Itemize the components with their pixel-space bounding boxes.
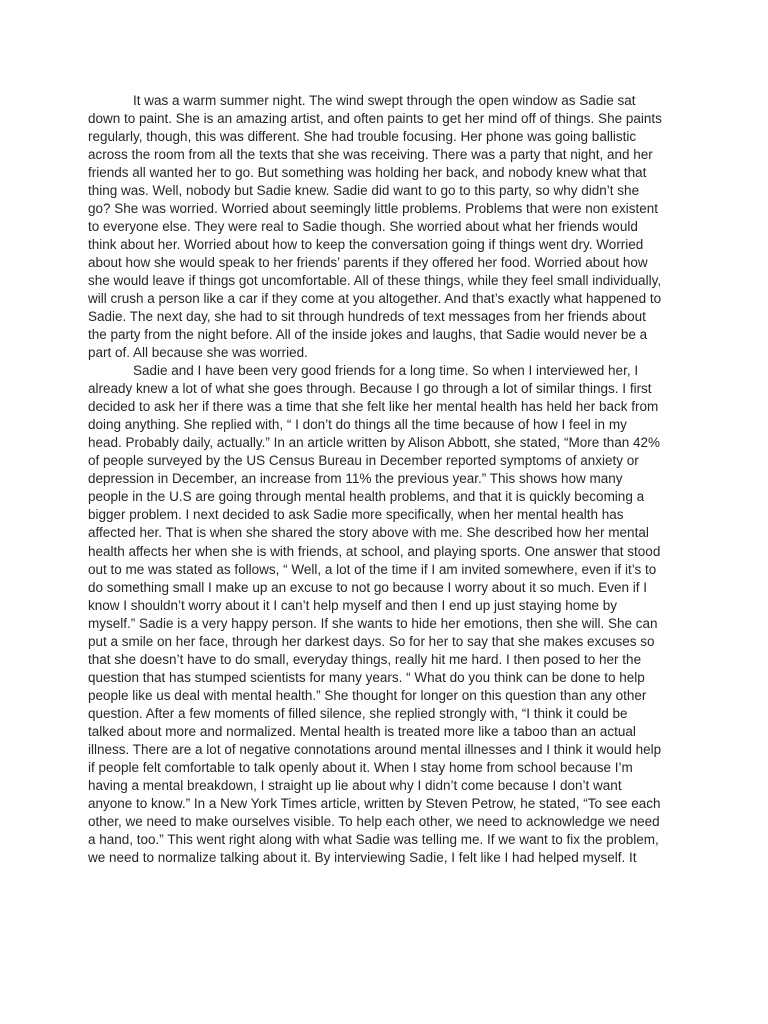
text-line: do something small I make up an excuse to not go because I worry about it so much. Even if I (88, 579, 648, 595)
text-line: part of. All because she was worried. (88, 345, 308, 361)
text-line: a hand, too.” This went right along with what Sadie was telling me. If we want to fix the problem, (88, 831, 659, 847)
text-line: the party from the night before. All of the inside jokes and laughs, that Sadie would never be a (88, 327, 648, 343)
text-line: go? She was worried. Worried about seemingly little problems. Problems that were non existent (88, 201, 659, 217)
text-line: health affects her when she is with friends, at school, and playing sports. One answer that stood (88, 543, 661, 559)
text-line: decided to ask her if there was a time that she felt like her mental health has held her back from (88, 399, 659, 415)
text-line: friends all wanted her to go. But something was holding her back, and nobody knew what that (88, 165, 647, 181)
text-line: to everyone else. They were real to Sadie though. She worried about what her friends would (88, 219, 638, 235)
text-line: anyone to know.” In a New York Times article, written by Steven Petrow, he stated, “To see each (88, 795, 661, 811)
text-line: about how she would speak to her friends’ parents if they offered her food. Worried about how (88, 255, 648, 271)
text-line: put a smile on her face, through her darkest days. So for her to say that she makes excuses so (88, 633, 655, 649)
text-line: think about her. Worried about how to keep the conversation going if things went dry. Worried (88, 237, 644, 253)
text-line: that she doesn’t have to do small, everyday things, really hit me hard. I then posed to her the (88, 651, 642, 667)
text-line: bigger problem. I next decided to ask Sadie more specifically, when her mental health has (88, 507, 624, 523)
text-line: other, we need to make ourselves visible. To help each other, we need to acknowledge we need (88, 813, 660, 829)
text-line: affected her. That is when she shared the story above with me. She described how her mental (88, 525, 649, 541)
text-line: myself.” Sadie is a very happy person. If she wants to hide her emotions, then she will. She can (88, 615, 658, 631)
text-line: question. After a few moments of filled silence, she replied strongly with, “I think it could be (88, 705, 628, 721)
text-line: know I shouldn’t worry about it I can’t help myself and then I end up just staying home by (88, 597, 618, 613)
text-line: illness. There are a lot of negative connotations around mental illnesses and I think it would help (88, 741, 662, 757)
text-line: It was a warm summer night. The wind swept through the open window as Sadie sat (88, 93, 636, 108)
text-line: people like us deal with mental health.” She thought for longer on this question than any other (88, 687, 647, 703)
text-line: Sadie. The next day, she had to sit through hundreds of text messages from her friends about (88, 309, 646, 325)
text-line: we need to normalize talking about it. By interviewing Sadie, I felt like I had helped myself. It (88, 849, 637, 865)
text-line: she would leave if things got uncomfortable. All of these things, while they feel small individually, (88, 273, 662, 289)
text-line: regularly, though, this was different. She had trouble focusing. Her phone was going ballistic (88, 129, 637, 145)
text-line: Sadie and I have been very good friends for a long time. So when I interviewed her, I (88, 363, 639, 379)
text-line: having a mental breakdown, I straight up lie about why I didn’t come because I don’t want (88, 777, 622, 793)
text-line: down to paint. She is an amazing artist, and often paints to get her mind off of things. She paints (88, 111, 662, 127)
text-line: people in the U.S are going through mental health problems, and that it is quickly becoming a (88, 489, 645, 505)
text-line: doing anything. She replied with, “ I don’t do things all the time because of how I feel in my (88, 417, 627, 433)
text-line: thing was. Well, nobody but Sadie knew. Sadie did want to go to this party, so why didn’t she (88, 183, 640, 199)
text-line: will crush a person like a car if they come at you altogether. And that’s exactly what happened to (88, 291, 662, 307)
text-line: talked about more and normalized. Mental health is treated more like a taboo than an actual (88, 723, 636, 739)
text-line: across the room from all the texts that she was receiving. There was a party that night, and her (88, 147, 653, 163)
text-line: of people surveyed by the US Census Bureau in December reported symptoms of anxiety or (88, 453, 639, 469)
text-line: depression in December, an increase from 11% the previous year.” This shows how many (88, 471, 623, 487)
text-line: head. Probably daily, actually.” In an article written by Alison Abbott, she stated, “More than 42% (88, 435, 661, 451)
text-line: if people felt comfortable to talk openly about it. When I stay home from school because I’m (88, 759, 633, 775)
text-line: question that has stumped scientists for many years. “ What do you think can be done to help (88, 669, 645, 685)
text-line: out to me was stated as follows, “ Well, a lot of the time if I am invited somewhere, even if it’s to (88, 561, 657, 577)
text-line: already knew a lot of what she goes through. Because I go through a lot of similar things. I first (88, 381, 652, 397)
